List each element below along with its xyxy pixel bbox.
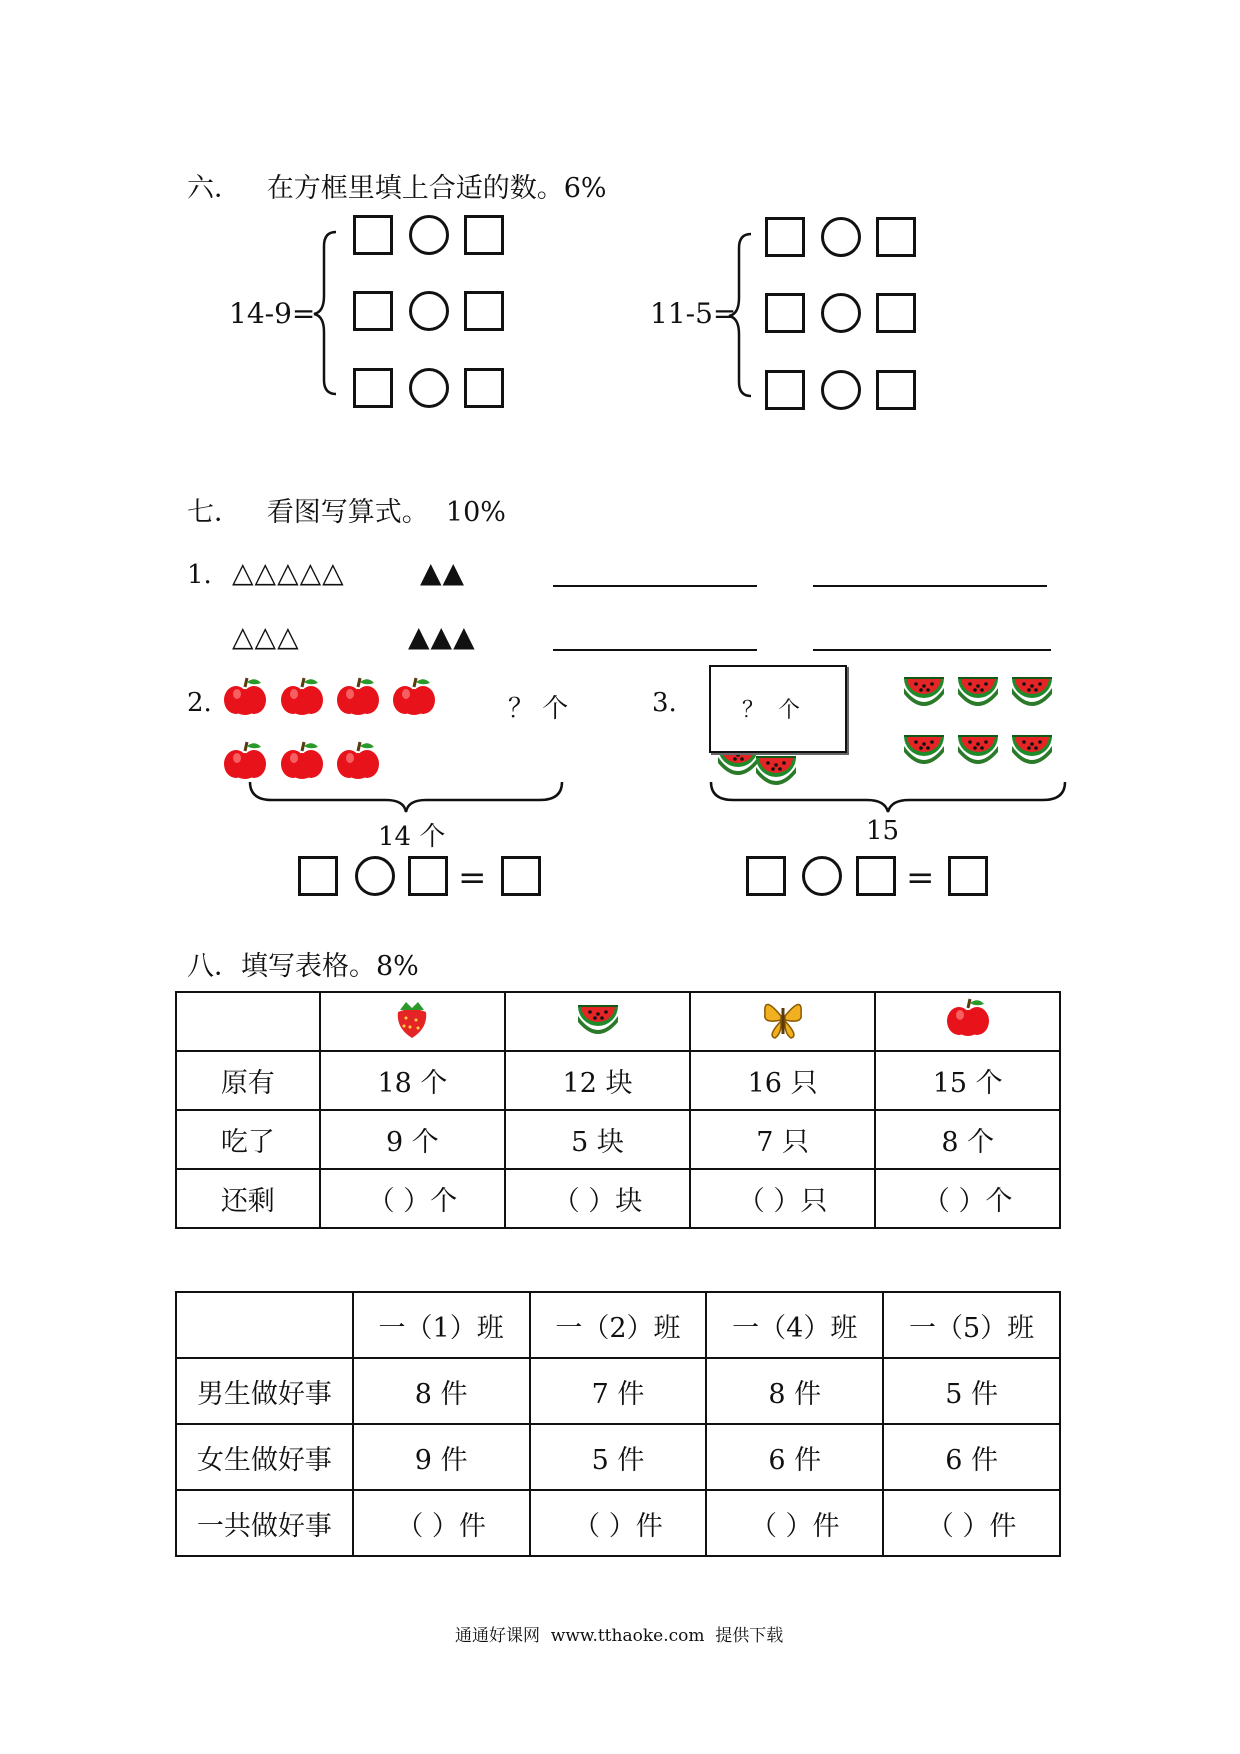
answer-line[interactable] xyxy=(813,585,1047,587)
table-cell: 7 件 xyxy=(530,1358,707,1424)
q3-number: 3. xyxy=(652,688,677,718)
answer-cell[interactable]: （ ）件 xyxy=(706,1490,883,1556)
row-label: 吃了 xyxy=(176,1110,320,1169)
left-expression: 14-9= xyxy=(229,297,316,330)
strawberry-icon xyxy=(390,996,434,1040)
answer-box[interactable] xyxy=(501,856,541,896)
operator-circle[interactable] xyxy=(802,856,842,896)
q1-row1-hollow-triangles: △△△△△ xyxy=(232,556,345,589)
row-label: 男生做好事 xyxy=(176,1358,353,1424)
page-footer: 通通好课网 www.tthaoke.com 提供下载 xyxy=(455,1626,784,1646)
answer-box[interactable] xyxy=(464,368,504,408)
table-header-row xyxy=(176,1292,1060,1358)
answer-box[interactable] xyxy=(876,293,916,333)
answer-cell[interactable]: （ ）块 xyxy=(505,1169,690,1228)
answer-cell[interactable]: （ ）只 xyxy=(690,1169,876,1228)
q2-apples xyxy=(220,668,440,788)
header-cell xyxy=(875,992,1060,1051)
answer-box[interactable] xyxy=(876,370,916,410)
watermelon-icon xyxy=(1012,678,1052,706)
operator-circle[interactable] xyxy=(409,291,449,331)
header-cell xyxy=(320,992,506,1051)
apple-icon xyxy=(944,995,992,1041)
section8-title: 八．填写表格。8% xyxy=(187,951,419,982)
apple-icon xyxy=(393,678,435,715)
table-row xyxy=(176,1424,1060,1490)
header-cell: 一（4）班 xyxy=(706,1292,883,1358)
header-cell: 一（5）班 xyxy=(883,1292,1060,1358)
table-cell: 12 块 xyxy=(505,1051,690,1110)
watermelon-icon xyxy=(958,736,998,764)
answer-cell[interactable]: （ ）件 xyxy=(883,1490,1060,1556)
good-deeds-table xyxy=(175,1291,1061,1557)
watermelon-icon xyxy=(1012,736,1052,764)
header-cell: 一（2）班 xyxy=(530,1292,707,1358)
row-label: 还剩 xyxy=(176,1169,320,1228)
table-corner-cell xyxy=(176,1292,353,1358)
answer-line[interactable] xyxy=(813,649,1051,651)
operator-circle[interactable] xyxy=(821,217,861,257)
table-cell: 5 块 xyxy=(505,1110,690,1169)
answer-line[interactable] xyxy=(553,649,757,651)
watermelon-icon xyxy=(904,678,944,706)
answer-box[interactable] xyxy=(876,217,916,257)
q1-number: 1. xyxy=(187,560,212,590)
watermelon-icon xyxy=(904,736,944,764)
table-row xyxy=(176,1169,1060,1228)
table-cell: 6 件 xyxy=(883,1424,1060,1490)
right-expression: 11-5= xyxy=(650,297,737,330)
answer-box[interactable] xyxy=(464,291,504,331)
watermelon-icon xyxy=(574,996,622,1040)
answer-box[interactable] xyxy=(746,856,786,896)
q2-brace xyxy=(246,778,566,814)
table-row xyxy=(176,1051,1060,1110)
answer-cell[interactable]: （ ）件 xyxy=(353,1490,530,1556)
table-cell: 8 件 xyxy=(706,1358,883,1424)
row-label: 一共做好事 xyxy=(176,1490,353,1556)
row-label: 原有 xyxy=(176,1051,320,1110)
row-label: 女生做好事 xyxy=(176,1424,353,1490)
answer-box[interactable] xyxy=(765,217,805,257)
answer-cell[interactable]: （ ）件 xyxy=(530,1490,707,1556)
table-cell: 7 只 xyxy=(690,1110,876,1169)
table-cell: 5 件 xyxy=(530,1424,707,1490)
answer-cell[interactable]: （ ）个 xyxy=(875,1169,1060,1228)
answer-box[interactable] xyxy=(856,856,896,896)
table-cell: 9 件 xyxy=(353,1424,530,1490)
q2-total-label: 14 个 xyxy=(378,822,446,852)
q3-card-label: ？ 个 xyxy=(742,698,800,723)
answer-box[interactable] xyxy=(408,856,448,896)
equals-sign: = xyxy=(458,858,487,898)
answer-box[interactable] xyxy=(765,293,805,333)
table-header-row xyxy=(176,992,1060,1051)
header-cell: 一（1）班 xyxy=(353,1292,530,1358)
table-cell: 18 个 xyxy=(320,1051,506,1110)
table-cell: 16 只 xyxy=(690,1051,876,1110)
apple-icon xyxy=(224,678,266,715)
table-row xyxy=(176,1110,1060,1169)
header-cell xyxy=(690,992,876,1051)
operator-circle[interactable] xyxy=(821,370,861,410)
section6-title: 六． 在方框里填上合适的数。6% xyxy=(187,173,607,204)
header-cell xyxy=(505,992,690,1051)
table-cell: 6 件 xyxy=(706,1424,883,1490)
table-corner-cell xyxy=(176,992,320,1051)
equals-sign: = xyxy=(906,858,935,898)
table-cell: 9 个 xyxy=(320,1110,506,1169)
answer-box[interactable] xyxy=(353,215,393,255)
q3-total-label: 15 xyxy=(866,816,900,846)
butterfly-icon xyxy=(761,995,805,1041)
q3-melons xyxy=(896,668,1066,768)
answer-box[interactable] xyxy=(298,856,338,896)
apple-icon xyxy=(281,742,323,779)
table-row xyxy=(176,1358,1060,1424)
answer-box[interactable] xyxy=(353,368,393,408)
operator-circle[interactable] xyxy=(409,215,449,255)
operator-circle[interactable] xyxy=(821,293,861,333)
q2-number: 2. xyxy=(187,688,212,718)
answer-box[interactable] xyxy=(464,215,504,255)
table-row xyxy=(176,1490,1060,1556)
table-cell: 8 个 xyxy=(875,1110,1060,1169)
q1-row1-solid-triangles: ▲▲ xyxy=(420,556,466,589)
apple-icon xyxy=(224,742,266,779)
q1-row2-solid-triangles: ▲▲▲ xyxy=(408,620,476,653)
q1-row2-hollow-triangles: △△△ xyxy=(232,620,300,653)
fruit-table xyxy=(175,991,1061,1229)
operator-circle[interactable] xyxy=(355,856,395,896)
answer-box[interactable] xyxy=(353,291,393,331)
right-brace xyxy=(727,230,757,400)
answer-box[interactable] xyxy=(765,370,805,410)
section7-title: 七． 看图写算式。 10% xyxy=(187,497,506,528)
apple-icon xyxy=(337,742,379,779)
answer-cell[interactable]: （ ）个 xyxy=(320,1169,506,1228)
apple-icon xyxy=(337,678,379,715)
answer-line[interactable] xyxy=(553,585,757,587)
table-cell: 5 件 xyxy=(883,1358,1060,1424)
left-brace xyxy=(312,228,342,398)
table-cell: 8 件 xyxy=(353,1358,530,1424)
apple-icon xyxy=(281,678,323,715)
operator-circle[interactable] xyxy=(409,368,449,408)
table-cell: 15 个 xyxy=(875,1051,1060,1110)
answer-box[interactable] xyxy=(948,856,988,896)
watermelon-icon xyxy=(958,678,998,706)
q2-unknown-label: ？ 个 xyxy=(508,694,569,724)
q3-brace xyxy=(707,778,1069,814)
